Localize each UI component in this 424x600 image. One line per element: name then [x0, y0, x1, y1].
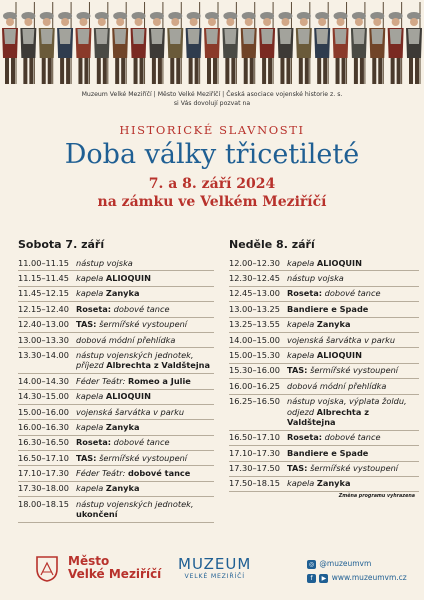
schedule-time: 13.25–13.55: [229, 319, 280, 330]
schedule-description: [76, 376, 214, 386]
schedule-row: [229, 379, 419, 394]
museum-logo-big: MUZEUM: [178, 555, 252, 573]
schedule-text: Féder Teátr:: [76, 375, 128, 386]
schedule-performer: TAS:: [76, 452, 97, 463]
saturday-rows: [18, 256, 214, 523]
soldier-figure: [75, 2, 91, 84]
schedule-row: [18, 374, 214, 389]
schedule-description: [287, 432, 419, 442]
soldier-figure: [369, 2, 385, 84]
museum-logo-small: VELKÉ MEZIŘÍČÍ: [184, 573, 245, 580]
schedule-performer: ukončení: [76, 509, 118, 520]
schedule-text: dobová módní přehlídka: [76, 334, 176, 345]
schedule-performer: Albrechta z Valdštejna: [106, 360, 211, 371]
schedule-performer: TAS:: [287, 365, 308, 376]
schedule-time: 12.45–13.00: [229, 288, 280, 299]
schedule-description: [287, 448, 419, 458]
youtube-icon[interactable]: ▶: [319, 574, 328, 583]
intro-text: [0, 90, 424, 108]
schedule-time: 15.00–15.30: [229, 349, 280, 360]
event-place: na zámku ve Velkém Meziříčí: [97, 194, 327, 210]
schedule-row: [18, 420, 214, 435]
schedule-description: [76, 453, 214, 463]
schedule-description: [287, 273, 419, 283]
schedule-row: [18, 348, 214, 374]
schedule-text: nástup vojska: [287, 272, 344, 283]
town-logo-line-1: Město: [68, 554, 110, 568]
schedule-text: nástup vojska, výplata žoldu, odjezd: [287, 396, 407, 417]
schedule-description: [76, 273, 214, 283]
schedule-text: kapela: [287, 319, 317, 330]
schedule-text: dobová módní přehlídka: [287, 380, 387, 391]
soldier-figure: [20, 2, 36, 84]
instagram-icon[interactable]: ◎: [308, 560, 315, 568]
schedule-time: 16.50–17.10: [229, 432, 280, 443]
schedule-text: nástup vojska: [76, 257, 133, 268]
schedule-row: [18, 497, 214, 523]
schedule-description: [287, 350, 419, 360]
schedule-description: [287, 478, 419, 488]
soldier-figure: [204, 2, 220, 84]
schedule-text: šermířské vystoupení: [96, 319, 188, 330]
schedule-row: [229, 256, 419, 271]
schedule-description: [76, 483, 214, 493]
intro-line-2: si Vás dovolují pozvat na: [173, 100, 251, 107]
schedule-performer: TAS:: [287, 463, 308, 474]
soldiers-banner: [0, 0, 424, 88]
soldier-figure: [131, 2, 147, 84]
event-kicker: HISTORICKÉ SLAVNOSTI: [119, 123, 305, 137]
schedule-row: [18, 482, 214, 497]
schedule-row: [18, 451, 214, 466]
soldier-figure: [112, 2, 128, 84]
museum-logo: [178, 555, 251, 580]
saturday-heading: Sobota 7. září: [18, 238, 105, 251]
schedule-text: kapela: [287, 349, 317, 360]
schedule-row: [18, 333, 214, 348]
soldier-figure: [388, 2, 404, 84]
schedule-row: [18, 271, 214, 286]
schedule-row: [229, 395, 419, 431]
schedule-description: [76, 468, 214, 478]
schedule-performer: Zanyka: [316, 319, 351, 330]
schedule-description: [76, 304, 214, 314]
schedule-description: [76, 437, 214, 447]
schedule-performer: ALIOQUIN: [105, 272, 151, 283]
schedule-description: [287, 463, 419, 473]
schedule-time: 14.00–15.00: [229, 334, 280, 345]
schedule-row: [18, 466, 214, 481]
schedule-text: dobové tance: [111, 303, 170, 314]
schedule-time: 15.00–16.00: [18, 406, 69, 417]
schedule-time: 17.50–18.15: [229, 478, 280, 489]
schedule-row: [18, 436, 214, 451]
schedule-description: [287, 304, 419, 314]
schedule-row: [229, 446, 419, 461]
social-links: [307, 557, 407, 585]
schedule-text: šermířské vystoupení: [96, 452, 188, 463]
schedule-row: [18, 390, 214, 405]
schedule-row: [229, 477, 419, 492]
sunday-heading: Neděle 8. září: [229, 238, 315, 251]
schedule-row: [229, 333, 419, 348]
schedule-description: [287, 335, 419, 345]
schedule-description: [76, 319, 214, 329]
schedule-time: 13.00–13.25: [229, 303, 280, 314]
event-date: 7. a 8. září 2024: [148, 176, 276, 192]
schedule-description: [287, 319, 419, 329]
saturday-program: [18, 238, 214, 523]
schedule-text: kapela: [76, 272, 106, 283]
schedule-description: [76, 422, 214, 432]
schedule-time: 16.00–16.30: [18, 421, 69, 432]
schedule-description: [76, 350, 214, 371]
schedule-row: [18, 405, 214, 420]
schedule-row: [18, 318, 214, 333]
schedule-performer: Romeo a Julie: [127, 375, 191, 386]
town-logo-line-2: Velké Meziříčí: [68, 567, 162, 581]
schedule-time: 12.00–12.30: [229, 257, 280, 268]
schedule-performer: Zanyka: [105, 483, 140, 494]
schedule-time: 14.30–15.00: [18, 391, 69, 402]
schedule-time: 15.30–16.00: [229, 365, 280, 376]
schedule-row: [229, 287, 419, 302]
schedule-description: [287, 381, 419, 391]
schedule-row: [229, 318, 419, 333]
schedule-row: [229, 302, 419, 317]
schedule-description: [76, 407, 214, 417]
soldier-figure: [222, 2, 238, 84]
schedule-text: Féder Teátr:: [76, 468, 128, 479]
schedule-text: vojenská šarvátka v parku: [287, 334, 396, 345]
schedule-text: kapela: [287, 478, 317, 489]
schedule-description: [76, 499, 214, 520]
schedule-description: [76, 288, 214, 298]
schedule-time: 12.40–13.00: [18, 319, 69, 330]
town-logo-icon: [32, 553, 62, 583]
schedule-performer: Roseta:: [76, 437, 112, 448]
schedule-performer: Zanyka: [316, 478, 351, 489]
schedule-description: [287, 258, 419, 268]
schedule-time: 16.00–16.25: [229, 380, 280, 391]
soldier-figure: [296, 2, 312, 84]
schedule-time: 17.10–17.30: [229, 447, 280, 458]
schedule-performer: dobové tance: [127, 468, 191, 479]
schedule-time: 16.30–16.50: [18, 437, 69, 448]
schedule-text: šermířské vystoupení: [307, 463, 399, 474]
schedule-performer: Roseta:: [287, 432, 323, 443]
soldier-figure: [314, 2, 330, 84]
schedule-row: [229, 348, 419, 363]
event-title: Doba války třicetileté: [64, 139, 360, 170]
program-change-note: Změna programu vyhrazena: [338, 494, 415, 500]
schedule-performer: Roseta:: [287, 288, 323, 299]
schedule-description: [76, 335, 214, 345]
soldier-figure: [149, 2, 165, 84]
schedule-time: 18.00–18.15: [18, 498, 69, 509]
schedule-performer: ALIOQUIN: [316, 257, 362, 268]
soldier-figure: [241, 2, 257, 84]
schedule-row: [18, 287, 214, 302]
social-handle[interactable]: @muzeumvm: [319, 559, 372, 568]
schedule-row: [18, 256, 214, 271]
schedule-time: 11.45–12.15: [18, 288, 69, 299]
schedule-time: 17.10–17.30: [18, 468, 69, 479]
website-link[interactable]: www.muzeumvm.cz: [331, 573, 407, 582]
schedule-text: kapela: [76, 421, 106, 432]
schedule-performer: ALIOQUIN: [316, 349, 362, 360]
schedule-text: dobové tance: [111, 437, 170, 448]
schedule-row: [229, 462, 419, 477]
schedule-text: nástup vojenských jednotek,: [76, 498, 194, 509]
schedule-text: kapela: [76, 391, 106, 402]
schedule-text: šermířské vystoupení: [307, 365, 399, 376]
schedule-text: nástup vojenských jednotek, příjezd: [76, 349, 194, 371]
schedule-description: [287, 288, 419, 298]
schedule-text: vojenská šarvátka v parku: [76, 406, 185, 417]
schedule-text: kapela: [76, 483, 106, 494]
soldier-figure: [167, 2, 183, 84]
schedule-time: 17.30–17.50: [229, 463, 280, 474]
intro-line-1: Muzeum Velké Meziříčí | Město Velké Meziříčí | Česká asociace vojenské historie z. s.: [81, 91, 343, 98]
soldier-figure: [333, 2, 349, 84]
schedule-description: [287, 396, 419, 427]
soldier-figure: [94, 2, 110, 84]
schedule-text: kapela: [287, 257, 317, 268]
schedule-text: kapela: [76, 288, 106, 299]
soldier-figure: [277, 2, 293, 84]
schedule-time: 16.25–16.50: [229, 396, 280, 407]
schedule-performer: Zanyka: [105, 421, 140, 432]
facebook-icon[interactable]: f: [307, 574, 316, 583]
schedule-performer: TAS:: [76, 319, 97, 330]
soldier-figure: [186, 2, 202, 84]
schedule-time: 14.00–14.30: [18, 375, 69, 386]
schedule-performer: Albrechta z Valdštejna: [287, 406, 369, 427]
schedule-time: 11.00–11.15: [18, 257, 69, 268]
town-logo: [32, 553, 161, 583]
schedule-time: 16.50–17.10: [18, 452, 69, 463]
sunday-program: [229, 238, 419, 499]
schedule-performer: Roseta:: [76, 303, 112, 314]
schedule-text: dobové tance: [322, 432, 381, 443]
schedule-time: 13.30–14.00: [18, 349, 69, 360]
schedule-performer: ALIOQUIN: [105, 391, 151, 402]
schedule-time: 12.15–12.40: [18, 303, 69, 314]
schedule-performer: Bandiere e Spade: [287, 303, 369, 314]
schedule-time: 11.15–11.45: [18, 272, 69, 283]
schedule-row: [229, 271, 419, 286]
soldier-figure: [57, 2, 73, 84]
schedule-text: dobové tance: [322, 288, 381, 299]
schedule-row: [18, 302, 214, 317]
soldier-figure: [39, 2, 55, 84]
schedule-performer: Bandiere e Spade: [287, 447, 369, 458]
soldier-figure: [351, 2, 367, 84]
schedule-time: 13.00–13.30: [18, 334, 69, 345]
schedule-time: 12.30–12.45: [229, 272, 280, 283]
schedule-row: [229, 364, 419, 379]
schedule-description: [287, 365, 419, 375]
schedule-row: [229, 431, 419, 446]
schedule-description: [76, 391, 214, 401]
sunday-rows: [229, 256, 419, 492]
schedule-description: [76, 258, 214, 268]
soldier-figure: [2, 2, 18, 84]
soldier-figure: [259, 2, 275, 84]
schedule-performer: Zanyka: [105, 288, 140, 299]
soldier-figure: [406, 2, 422, 84]
schedule-time: 17.30–18.00: [18, 483, 69, 494]
